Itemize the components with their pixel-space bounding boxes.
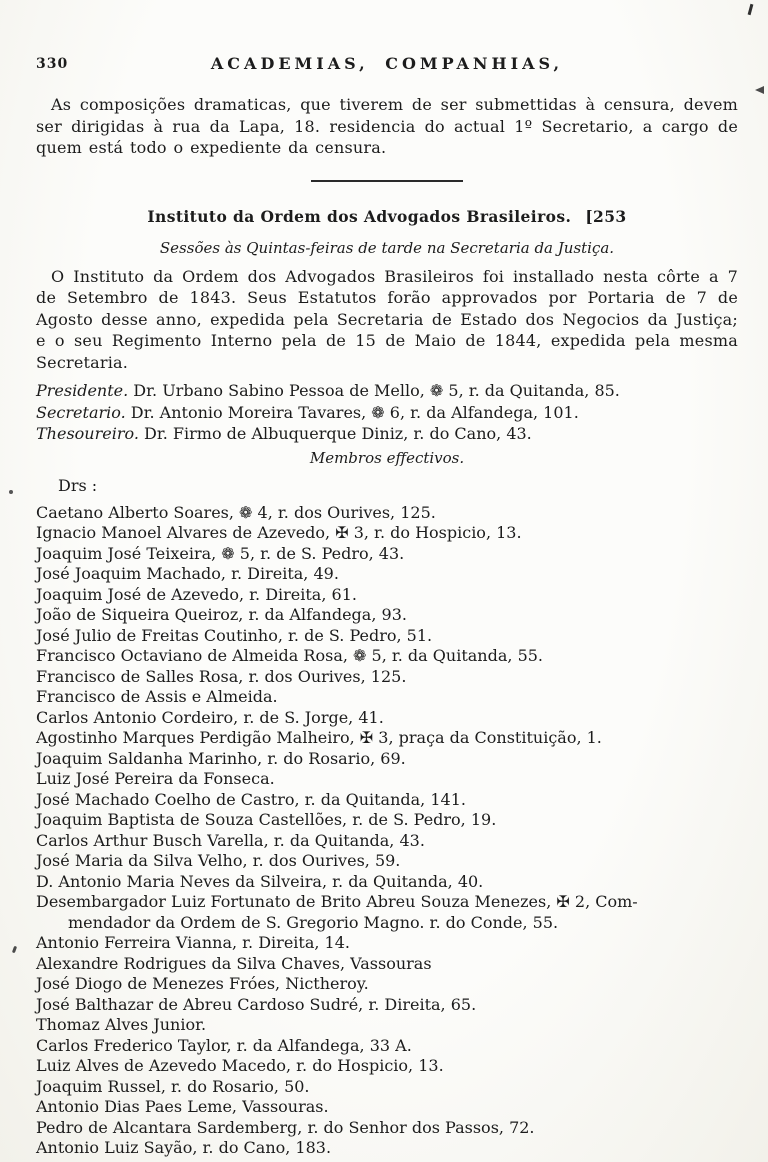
member-text: José Julio de Freitas Coutinho, r. de S. Pedro, 51. [36,625,433,645]
member-line [36,810,738,831]
officer-details: Dr. Antonio Moreira Tavares, ❁ 6, r. da Alfandega, 101. [125,402,579,422]
member-line [36,1097,738,1118]
member-line [36,974,738,995]
member-line [36,544,738,565]
officer-line-secretario [36,402,738,424]
member-line [36,872,738,893]
member-text: Francisco de Salles Rosa, r. dos Ourives, 125. [36,666,407,686]
member-line [36,523,738,544]
member-text: José Diogo de Menezes Fróes, Nictheroy. [36,974,369,993]
member-text: Antonio Luiz Sayão, r. do Cano, 183. [36,1138,332,1157]
member-text: Joaquim Russel, r. do Rosario, 50. [36,1076,310,1096]
page-number: 330 [36,56,69,72]
member-text: Carlos Antonio Cordeiro, r. de S. Jorge, 41. [36,707,384,727]
member-line [36,585,738,606]
member-text: José Machado Coelho de Castro, r. da Quitanda, 141. [36,789,466,809]
member-text: João de Siqueira Queiroz, r. da Alfandega, 93. [36,605,407,624]
section-title-text: Instituto da Ordem dos Advogados Brasileiros. [147,206,572,226]
member-line [36,1118,738,1139]
officer-line-thesoureiro [36,423,738,445]
censorship-note-paragraph: As composições dramaticas, que tiverem de ser submettidas à censura, devem ser dirigidas à rua da Lapa, 18. residencia do actual 1º Secretario, a cargo de quem está todo o expediente da censura. [36,95,738,157]
member-line [36,954,738,975]
member-line [36,1036,738,1057]
members-label: Drs : [58,475,98,495]
officer-role: Presidente. [36,381,129,400]
officer-role: Thesoureiro. [36,424,139,443]
member-text: D. Antonio Maria Neves da Silveira, r. da Quitanda, 40. [36,871,484,891]
member-text: Caetano Alberto Soares, ❁ 4, r. dos Ourives, 125. [36,502,436,522]
member-line [36,646,738,667]
member-text: Agostinho Marques Perdigão Malheiro, ✠ 3, praça da Constituição, 1. [36,728,602,747]
members-list [36,503,738,1159]
member-text: Joaquim Baptista de Souza Castellões, r. de S. Pedro, 19. [36,810,497,829]
member-text: mendador da Ordem de S. Gregorio Magno. r. do Conde, 55. [68,912,559,932]
member-line [36,749,738,770]
member-text: Luiz José Pereira da Fonseca. [36,769,275,788]
member-line [36,790,738,811]
member-text: Carlos Arthur Busch Varella, r. da Quitanda, 43. [36,830,425,850]
member-line [36,769,738,790]
member-line [36,1138,738,1159]
member-line [36,913,738,934]
member-line [36,1077,738,1098]
member-line [36,851,738,872]
member-text: Alexandre Rodrigues da Silva Chaves, Vassouras [36,953,432,973]
member-line [36,626,738,647]
member-line [36,1056,738,1077]
member-text: Joaquim José Teixeira, ❁ 5, r. de S. Pedro, 43. [36,543,405,563]
member-text: Antonio Dias Paes Leme, Vassouras. [36,1097,329,1116]
officer-line-presidente [36,380,738,402]
session-schedule-subtitle: Sessões às Quintas-feiras de tarde na Secretaria da Justiça. [159,238,615,257]
member-line [36,503,738,524]
member-text: José Maria da Silva Velho, r. dos Ourives, 59. [36,851,401,870]
section-divider-rule [311,180,463,182]
member-text: Francisco de Assis e Almeida. [36,687,278,706]
member-text: Joaquim José de Azevedo, r. Direita, 61. [36,584,357,604]
running-header-row [36,54,738,76]
officers-list [36,380,738,445]
member-line [36,831,738,852]
member-text: Pedro de Alcantara Sardemberg, r. do Senhor dos Passos, 72. [36,1117,535,1137]
margin-reference-number: [253 [585,206,627,226]
institute-description-paragraph: O Instituto da Ordem dos Advogados Brasileiros foi installado nesta côrte a 7 de Setembro de 1843. Seus Estatutos forão approvados por Portaria de 7 de Agosto desse anno, expedida pela Secretaria de Estado dos Negocios da Justiça; e o seu Regimento Interno pela de 15 de Maio de 1844, expedida pela mesma Secretaria. [36,266,738,372]
member-text: Desembargador Luiz Fortunato de Brito Abreu Souza Menezes, ✠ 2, Com- [36,892,638,911]
member-line [36,605,738,626]
member-text: Francisco Octaviano de Almeida Rosa, ❁ 5, r. da Quitanda, 55. [36,646,544,665]
member-text: Luiz Alves de Azevedo Macedo, r. do Hospicio, 13. [36,1056,444,1075]
member-text: Thomaz Alves Junior. [36,1015,207,1034]
member-line [36,564,738,585]
officer-role: Secretario. [36,402,126,422]
member-line [36,687,738,708]
member-line [36,995,738,1016]
member-line [36,667,738,688]
member-text: José Joaquim Machado, r. Direita, 49. [36,564,339,583]
member-text: Carlos Frederico Taylor, r. da Alfandega, 33 A. [36,1035,412,1055]
member-text: Joaquim Saldanha Marinho, r. do Rosario, 69. [36,748,406,768]
member-line [36,708,738,729]
member-text: José Balthazar de Abreu Cardoso Sudré, r. Direita, 65. [36,994,477,1014]
members-heading: Membros effectivos. [309,448,465,467]
member-line [36,933,738,954]
officer-details: Dr. Firmo de Albuquerque Diniz, r. do Cano, 43. [138,424,532,443]
officer-details: Dr. Urbano Sabino Pessoa de Mello, ❁ 5, r. da Quitanda, 85. [128,381,620,400]
member-text: Ignacio Manoel Alvares de Azevedo, ✠ 3, r. do Hospicio, 13. [36,523,522,542]
member-line [36,1015,738,1036]
member-line [36,728,738,749]
running-header-title: ACADEMIAS, COMPANHIAS, [210,54,564,73]
member-line [36,892,738,913]
member-text: Antonio Ferreira Vianna, r. Direita, 14. [36,933,350,952]
section-title [36,207,738,226]
